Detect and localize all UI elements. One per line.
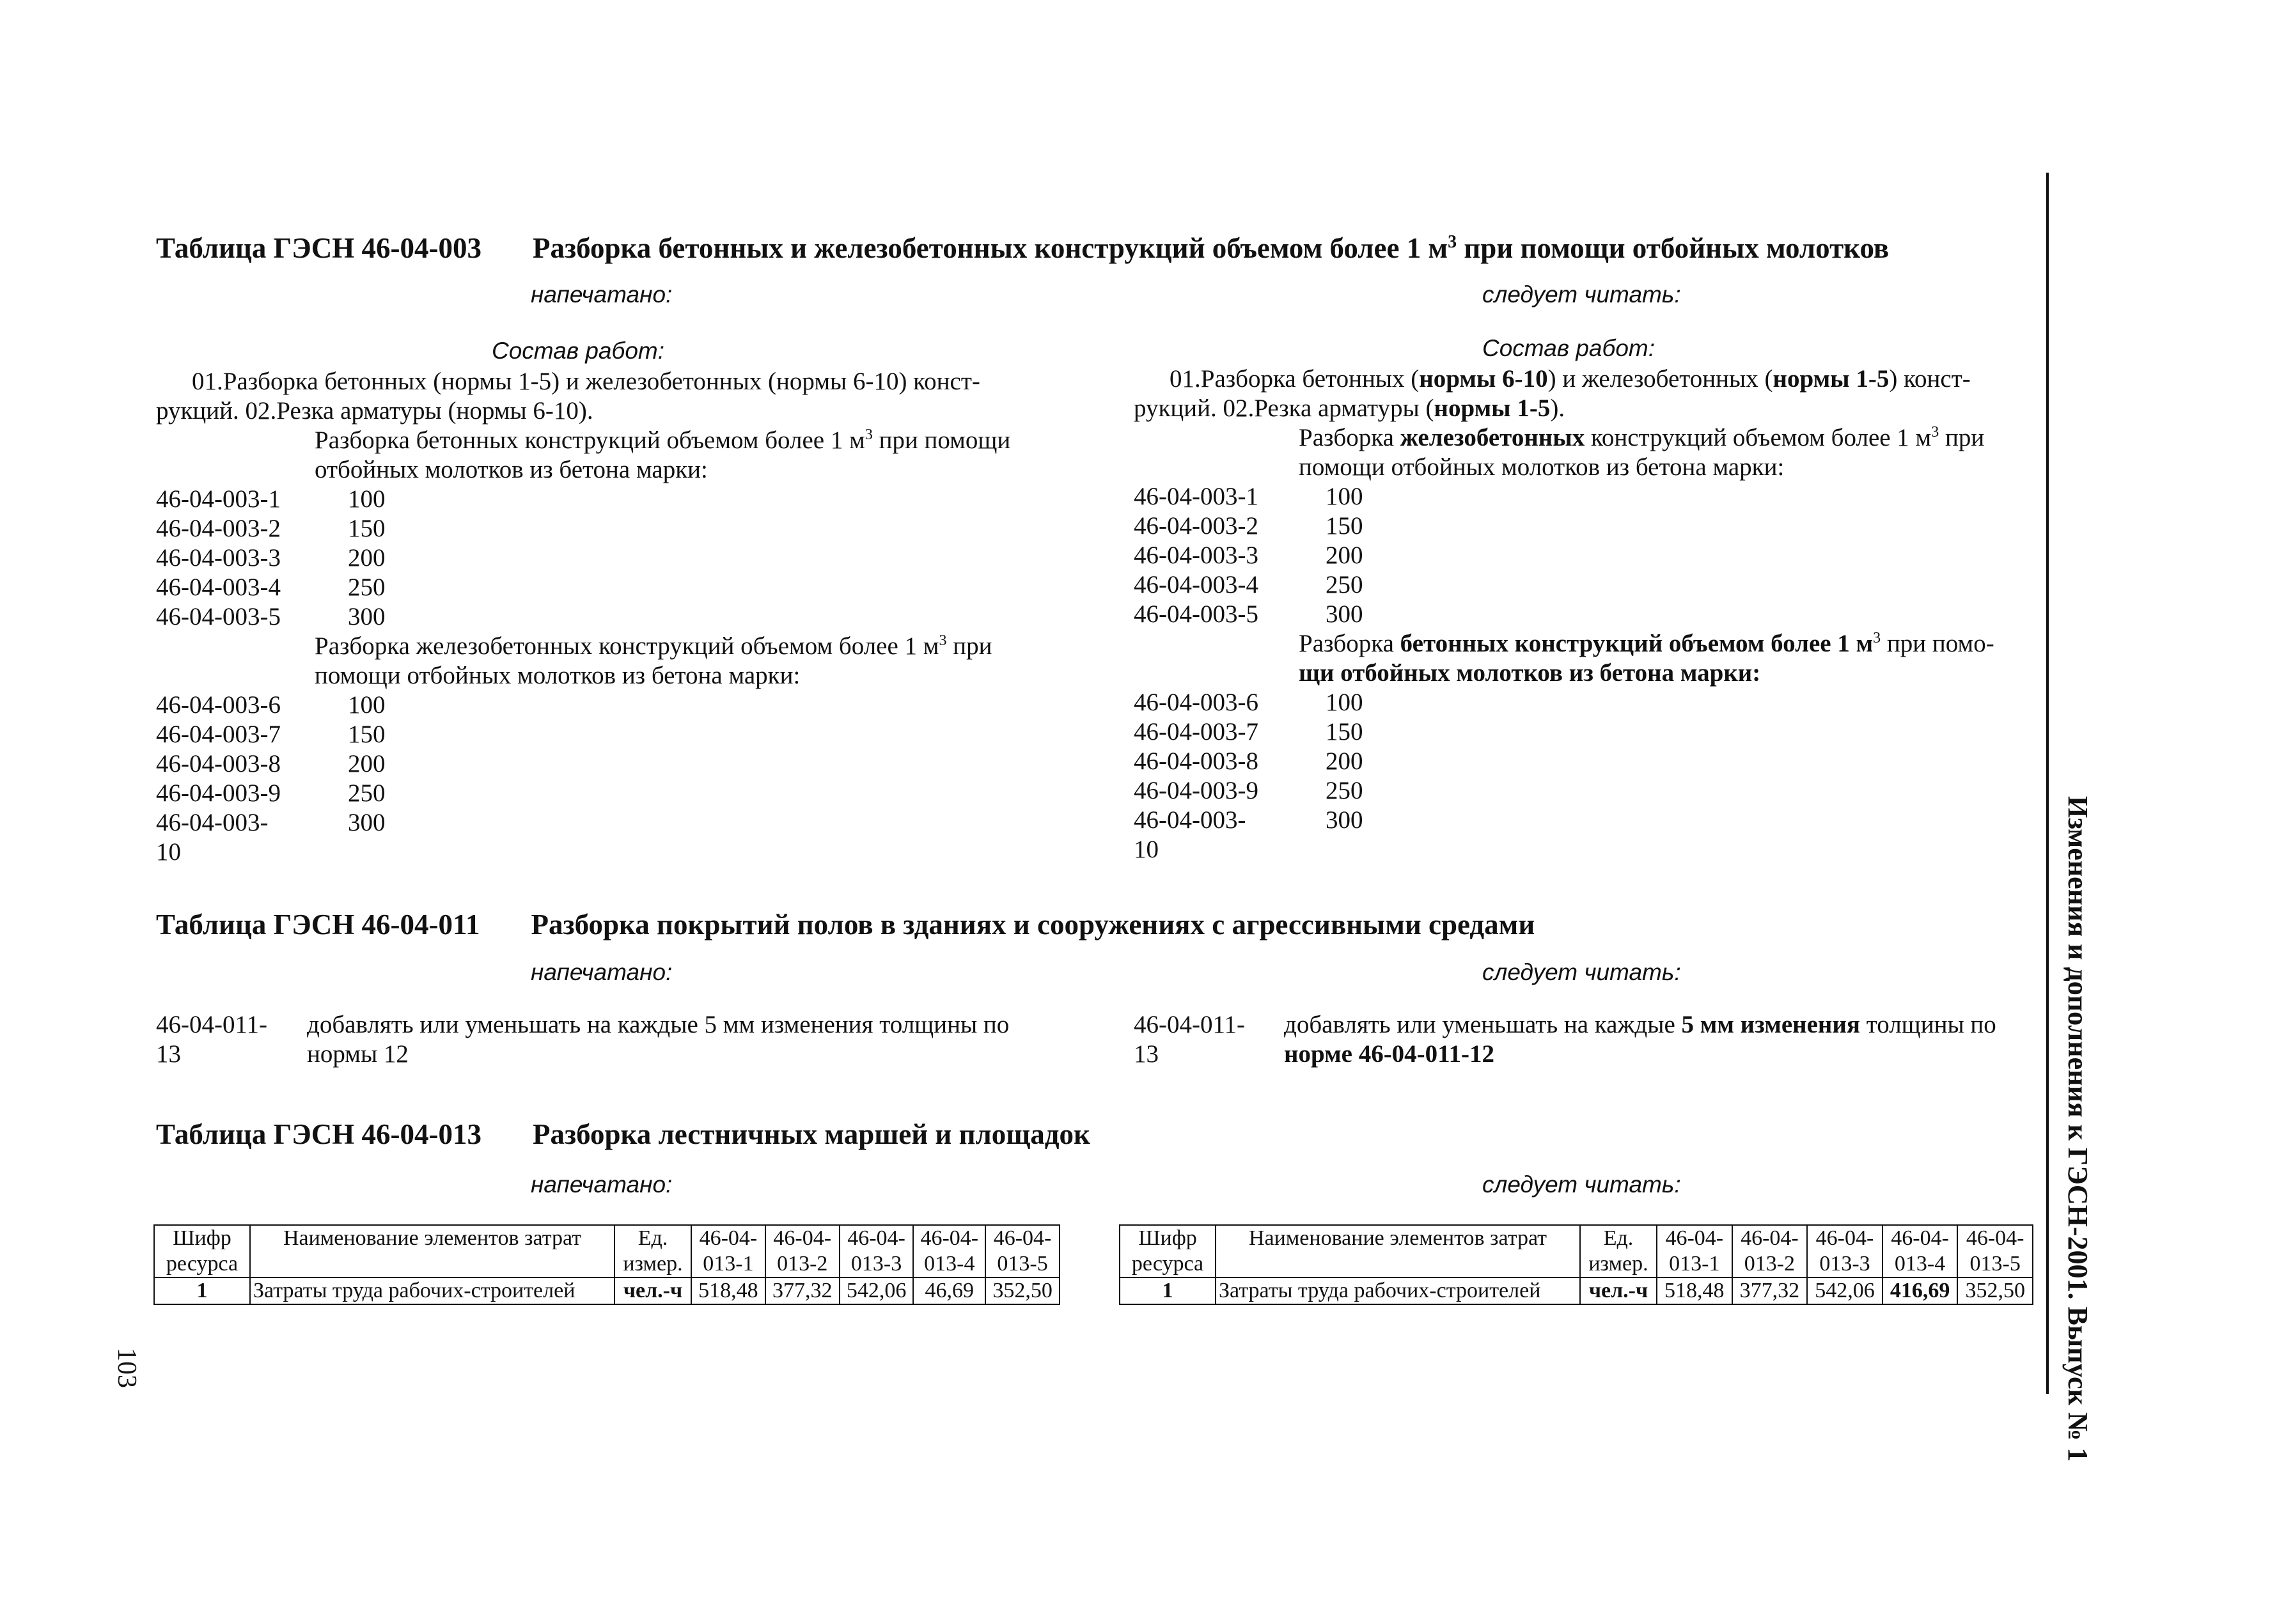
- header-norm: 46-04- 013-1: [691, 1225, 765, 1277]
- norm-row: 46-04-003-1 100: [156, 485, 386, 513]
- section-013-title: Разборка лестничных маршей и площадок: [533, 1118, 1090, 1150]
- cell-value: 377,32: [765, 1277, 840, 1304]
- cell-unit: чел.-ч: [1580, 1277, 1657, 1304]
- group-1-heading: Разборка железобетонных конструкций объемом более 1 $м^3$ при помощи отбойных молотков из бетона марки:: [1299, 424, 1985, 481]
- section-011-table-label: Таблица ГЭСН 46-04-011: [156, 909, 480, 941]
- norm-row: 46-04-003-7 150: [156, 721, 386, 748]
- resource-table-printed: [153, 1224, 1060, 1305]
- section-003-right: [1134, 335, 2029, 864]
- read-as-label: следует читать:: [1482, 281, 1681, 308]
- header-code: Шифр ресурса: [154, 1225, 250, 1277]
- section-011-right-code: 46-04-011- 13: [1134, 1011, 1246, 1068]
- cell-value: 416,69: [1883, 1277, 1958, 1304]
- cell-code: 1: [1120, 1277, 1216, 1304]
- work-scope-text: 01.Разборка бетонных (нормы 1-5) и железобетонных (нормы 6-10) конст- рукций. 02.Резка арматуры (нормы 6-10).: [156, 368, 980, 425]
- header-norm: 46-04- 013-2: [765, 1225, 840, 1277]
- group-2-heading: Разборка бетонных конструкций объемом более 1 $м^3$ при помо- щи отбойных молотков из бетона марки:: [1299, 630, 1994, 687]
- header-norm: 46-04- 013-3: [840, 1225, 914, 1277]
- section-011-title: Разборка покрытий полов в зданиях и сооружениях с агрессивными средами: [531, 909, 1535, 941]
- header-name: Наименование элементов затрат: [250, 1225, 614, 1277]
- norm-row: 46-04-003-8 200: [1134, 747, 1363, 775]
- norm-row: 46-04-003-4 250: [1134, 571, 1363, 598]
- norm-row: 46-04-003-2 150: [1134, 512, 1363, 540]
- norm-row: 46-04-003-3 200: [156, 544, 386, 572]
- group-1-heading: Разборка бетонных конструкций объемом более 1 $м^3$ при помощи отбойных молотков из бетона марки:: [315, 426, 1011, 483]
- norm-row: 46-04-003- 300 10: [1134, 806, 1363, 863]
- group-2-heading: Разборка железобетонных конструкций объемом более 1 $м^3$ при помощи отбойных молотков из бетона марки:: [315, 632, 992, 689]
- norm-row: 46-04-003-3 200: [1134, 542, 1363, 569]
- read-as-label: следует читать:: [1482, 959, 1681, 985]
- section-011-heading: [156, 908, 1535, 941]
- header-norm: 46-04- 013-5: [985, 1225, 1060, 1277]
- header-name: Наименование элементов затрат: [1216, 1225, 1580, 1277]
- page-number: 103: [112, 1348, 141, 1388]
- norm-row: 46-04-003-6 100: [156, 691, 386, 719]
- cell-unit: чел.-ч: [614, 1277, 691, 1304]
- norm-row: 46-04-003-7 150: [1134, 718, 1363, 746]
- section-013-heading: [156, 1118, 1090, 1151]
- table-header-row: [154, 1225, 1060, 1277]
- header-code: Шифр ресурса: [1120, 1225, 1216, 1277]
- work-scope-text: 01.Разборка бетонных (нормы 6-10) и железобетонных (нормы 1-5) конст- рукций. 02.Резка арматуры (нормы 1-5).: [1134, 365, 1971, 422]
- read-as-label: следует читать:: [1482, 1171, 1681, 1198]
- norm-row: 46-04-003-6 100: [1134, 689, 1363, 716]
- cell-value: 377,32: [1732, 1277, 1808, 1304]
- section-011-right-text: добавлять или уменьшать на каждые 5 мм изменения толщины по норме 46-04-011-12: [1284, 1011, 1996, 1068]
- norm-row: 46-04-003-2 150: [156, 515, 386, 542]
- header-norm: 46-04- 013-5: [1957, 1225, 2033, 1277]
- cell-value: 46,69: [913, 1277, 985, 1304]
- printed-label: напечатано:: [531, 1171, 673, 1198]
- header-norm: 46-04- 013-3: [1807, 1225, 1883, 1277]
- work-scope-label: Состав работ:: [1482, 335, 1656, 361]
- cell-value: 518,48: [1657, 1277, 1732, 1304]
- norm-row: 46-04-003-9 250: [156, 779, 386, 807]
- section-003-left: [156, 338, 1045, 867]
- norm-row: 46-04-003-8 200: [156, 750, 386, 777]
- table-row: [1120, 1277, 2033, 1304]
- table-row: [154, 1277, 1060, 1304]
- table-header-row: [1120, 1225, 2033, 1277]
- cell-value: 542,06: [840, 1277, 914, 1304]
- printed-label: напечатано:: [531, 281, 673, 308]
- norm-row: 46-04-003- 300 10: [156, 809, 386, 866]
- running-title: Изменения и дополнения к ГЭСН-2001. Выпуск № 1: [2062, 796, 2094, 1462]
- section-003-table-label: Таблица ГЭСН 46-04-003: [156, 232, 481, 264]
- header-norm: 46-04- 013-4: [1883, 1225, 1958, 1277]
- norm-row: 46-04-003-5 300: [1134, 600, 1363, 628]
- norm-row: 46-04-003-1 100: [1134, 483, 1363, 510]
- section-013-table-label: Таблица ГЭСН 46-04-013: [156, 1118, 481, 1150]
- cell-name: Затраты труда рабочих-строителей: [250, 1277, 614, 1304]
- cell-code: 1: [154, 1277, 250, 1304]
- resource-table-corrected: [1119, 1224, 2033, 1305]
- norm-row: 46-04-003-4 250: [156, 574, 386, 601]
- header-unit: Ед. измер.: [1580, 1225, 1657, 1277]
- cell-value: 352,50: [985, 1277, 1060, 1304]
- header-norm: 46-04- 013-2: [1732, 1225, 1808, 1277]
- margin-rule: [2046, 173, 2049, 1394]
- cell-name: Затраты труда рабочих-строителей: [1216, 1277, 1580, 1304]
- header-norm: 46-04- 013-1: [1657, 1225, 1732, 1277]
- cell-value: 518,48: [691, 1277, 765, 1304]
- norm-row: 46-04-003-5 300: [156, 603, 386, 630]
- work-scope-label: Состав работ:: [491, 338, 665, 364]
- header-norm: 46-04- 013-4: [913, 1225, 985, 1277]
- section-003-heading: [156, 231, 1889, 265]
- section-011-left-code: 46-04-011- 13: [156, 1011, 268, 1068]
- cell-value: 352,50: [1957, 1277, 2033, 1304]
- norm-row: 46-04-003-9 250: [1134, 777, 1363, 804]
- cell-value: 542,06: [1807, 1277, 1883, 1304]
- header-unit: Ед. измер.: [614, 1225, 691, 1277]
- printed-label: напечатано:: [531, 959, 673, 985]
- section-003-title: Разборка бетонных и железобетонных конструкций объемом более 1 $м^3$ при помощи отбойных молотков: [533, 232, 1890, 264]
- section-011-left-text: добавлять или уменьшать на каждые 5 мм изменения толщины по нормы 12: [307, 1011, 1010, 1068]
